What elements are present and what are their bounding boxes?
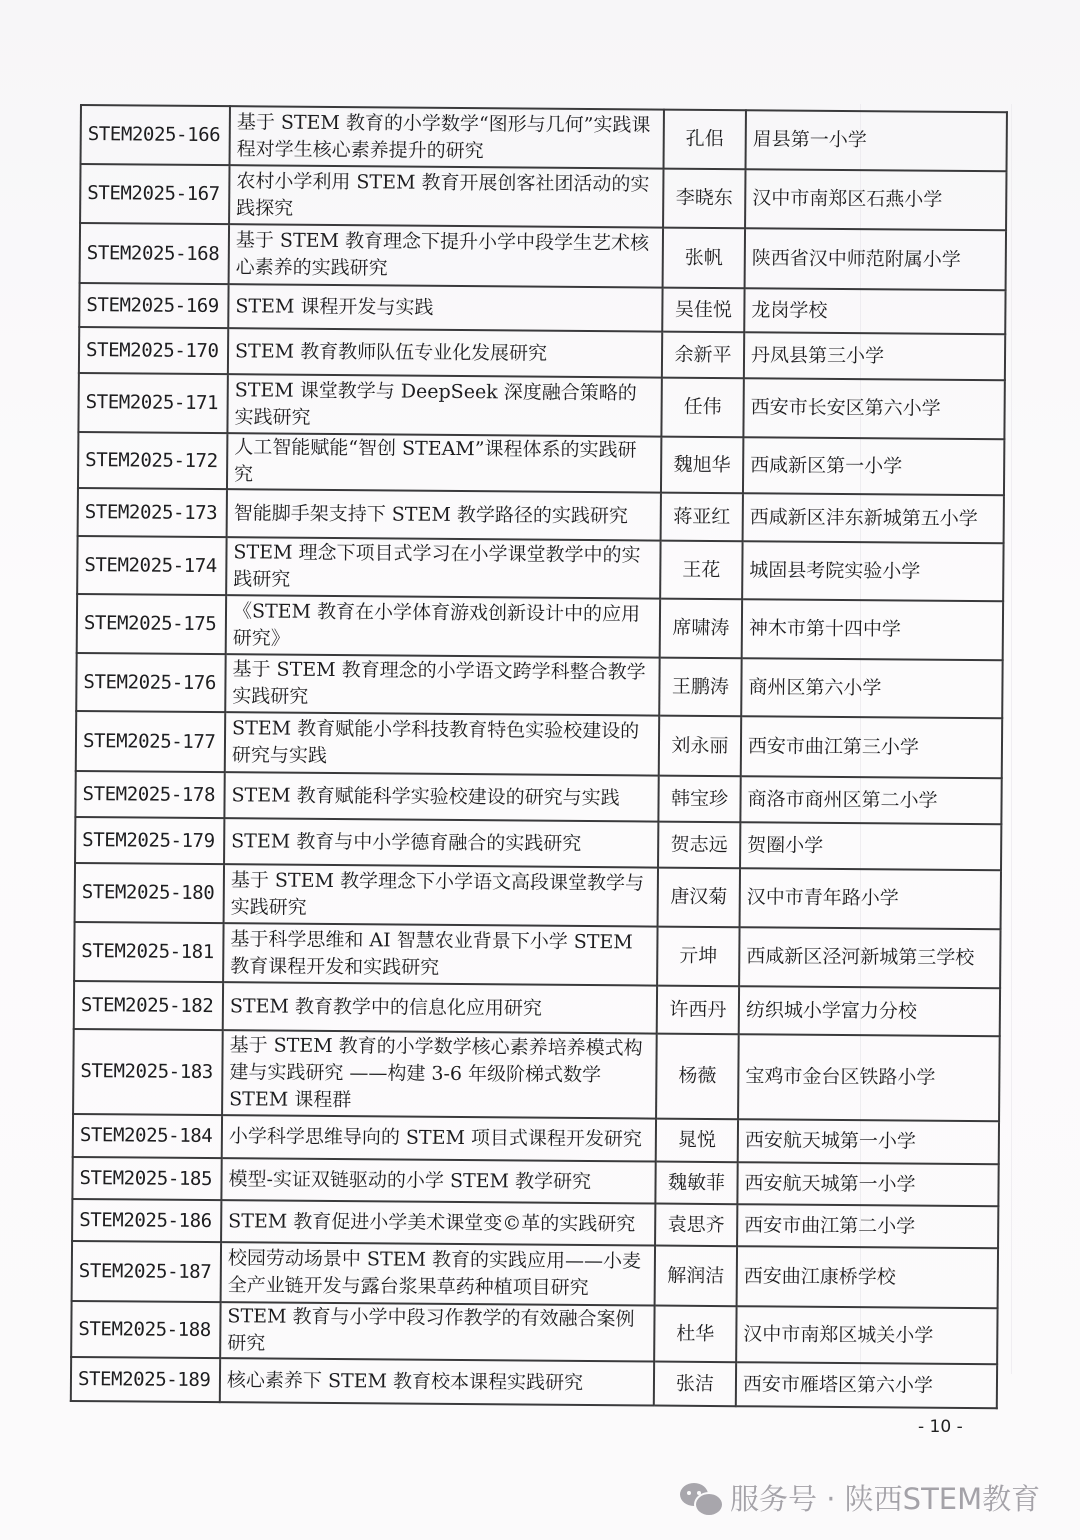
leader-name-cell: 杨薇 [656, 1034, 739, 1120]
leader-name-cell: 王花 [660, 541, 742, 600]
watermark [680, 1477, 1040, 1518]
project-id-cell: STEM2025-176 [76, 653, 225, 712]
project-title-cell: 基于 STEM 教学理念下小学语文高段课堂教学与实践研究 [224, 864, 658, 926]
project-title-cell: STEM 教育与小学中段习作教学的有效融合案例研究 [220, 1302, 654, 1361]
school-cell: 丹凤县第三小学 [744, 332, 1005, 380]
table-row [72, 1241, 998, 1308]
table-row [77, 594, 1003, 660]
school-cell: 汉中市南郑区城关小学 [736, 1306, 997, 1364]
watermark-text: 服务号 · 陕西STEM教育 [730, 1482, 1041, 1516]
leader-name-cell: 余新平 [662, 332, 744, 379]
school-cell: 贺圈小学 [740, 822, 1001, 870]
leader-name-cell: 魏旭华 [661, 437, 743, 494]
project-id-cell: STEM2025-179 [75, 817, 224, 864]
project-id-cell: STEM2025-189 [71, 1357, 220, 1402]
table-row [78, 373, 1004, 439]
project-id-cell: STEM2025-166 [81, 105, 230, 165]
project-title-cell: 基于 STEM 教育理念的小学语文跨学科整合教学实践研究 [225, 654, 659, 715]
school-cell: 商州区第六小学 [741, 658, 1002, 718]
table-row [74, 981, 1000, 1036]
project-id-cell: STEM2025-175 [77, 594, 226, 654]
leader-name-cell: 晁悦 [656, 1119, 738, 1163]
school-cell: 神木市第十四中学 [742, 599, 1003, 660]
table-row [81, 105, 1007, 171]
school-cell: 西安航天城第一小学 [737, 1162, 998, 1206]
table-row [74, 922, 1000, 988]
project-title-cell: 核心素养下 STEM 教育校本课程实践研究 [220, 1358, 654, 1405]
project-title-cell: STEM 课堂教学与 DeepSeek 深度融合策略的实践研究 [227, 374, 661, 436]
school-cell: 眉县第一小学 [746, 110, 1007, 171]
project-id-cell: STEM2025-167 [80, 164, 229, 224]
project-title-cell: STEM 理念下项目式学习在小学课堂教学中的实践研究 [226, 537, 660, 598]
project-id-cell: STEM2025-186 [72, 1199, 221, 1242]
leader-name-cell: 张洁 [654, 1362, 736, 1407]
table-row [76, 711, 1002, 778]
table-row [80, 164, 1006, 230]
table-row [71, 1357, 997, 1408]
leader-name-cell: 袁思齐 [655, 1204, 737, 1247]
project-id-cell: STEM2025-178 [75, 771, 224, 818]
project-title-cell: 基于 STEM 教育理念下提升小学中段学生艺术核心素养的实践研究 [229, 224, 663, 287]
table-row [72, 1157, 998, 1206]
leader-name-cell: 韩宝珍 [658, 776, 740, 823]
project-title-cell: STEM 教育教师队伍专业化发展研究 [228, 328, 662, 377]
leader-name-cell: 席啸涛 [660, 599, 742, 659]
school-cell: 西咸新区沣东新城第五小学 [743, 493, 1004, 543]
leader-name-cell: 贺志远 [658, 822, 740, 869]
table-row [78, 488, 1004, 543]
leader-name-cell: 刘永丽 [659, 716, 741, 777]
project-id-cell: STEM2025-177 [76, 711, 225, 772]
project-title-cell: 校园劳动场景中 STEM 教育的实践应用——小麦全产业链开发与露台浆果草药种植项目研究 [221, 1242, 655, 1305]
table-row [73, 1029, 1000, 1121]
project-id-cell: STEM2025-173 [78, 488, 227, 537]
leader-name-cell: 王鹏涛 [659, 658, 741, 717]
table-row [78, 432, 1004, 495]
wechat-icon [680, 1481, 722, 1515]
page-number: - 10 - [918, 1417, 963, 1437]
project-id-cell: STEM2025-187 [72, 1241, 221, 1302]
project-title-cell: STEM 教育教学中的信息化应用研究 [223, 982, 657, 1033]
project-title-cell: STEM 教育赋能科学实验校建设的研究与实践 [224, 772, 658, 821]
project-title-cell: STEM 教育赋能小学科技教育特色实验校建设的研究与实践 [225, 712, 659, 775]
project-title-cell: 《STEM 教育在小学体育游戏创新设计中的应用研究》 [226, 595, 660, 657]
school-cell: 西安市曲江第二小学 [737, 1204, 998, 1248]
project-id-cell: STEM2025-184 [73, 1114, 222, 1158]
project-id-cell: STEM2025-172 [78, 432, 227, 489]
school-cell: 陕西省汉中师范附属小学 [745, 228, 1006, 290]
project-id-cell: STEM2025-188 [71, 1301, 220, 1358]
leader-name-cell: 唐汉菊 [658, 868, 740, 928]
leader-name-cell: 张帆 [663, 228, 745, 289]
leader-name-cell: 孔佀 [664, 110, 746, 170]
project-table [70, 104, 1008, 1409]
leader-name-cell: 吴佳悦 [662, 288, 744, 333]
project-title-cell: 农村小学利用 STEM 教育开展创客社团活动的实践探究 [229, 165, 663, 227]
school-cell: 西咸新区泾河新城第三学校 [739, 927, 1000, 988]
table-row [80, 223, 1006, 290]
project-id-cell: STEM2025-169 [79, 283, 228, 328]
table-row [75, 817, 1001, 870]
school-cell: 龙岗学校 [744, 288, 1005, 334]
project-title-cell: STEM 教育与中小学德育融合的实践研究 [224, 818, 658, 867]
leader-name-cell: 蒋亚红 [661, 493, 743, 542]
leader-name-cell: 李晓东 [663, 169, 745, 229]
school-cell: 西安曲江康桥学校 [737, 1246, 998, 1308]
table-row [72, 1199, 998, 1248]
leader-name-cell: 任伟 [661, 378, 743, 438]
school-cell: 西安航天城第一小学 [738, 1119, 999, 1164]
project-id-cell: STEM2025-181 [74, 922, 223, 982]
leader-name-cell: 解润洁 [655, 1246, 737, 1307]
project-title-cell: 基于 STEM 教育的小学数学核心素养培养模式构建与实践研究 ——构建 3-6 年级阶梯式数学 STEM 课程群 [222, 1030, 657, 1118]
school-cell: 城固县考院实验小学 [742, 541, 1003, 601]
table-row [75, 771, 1001, 824]
project-title-cell: STEM 教育促进小学美术课堂变©革的实践研究 [221, 1200, 655, 1245]
table-row [75, 863, 1001, 929]
school-cell: 西安市雁塔区第六小学 [736, 1362, 997, 1408]
table-row [79, 283, 1005, 334]
project-title-cell: 小学科学思维导向的 STEM 项目式课程开发研究 [222, 1115, 656, 1161]
school-cell: 宝鸡市金台区铁路小学 [738, 1034, 1000, 1121]
school-cell: 汉中市青年路小学 [740, 868, 1001, 929]
table-row [73, 1114, 999, 1164]
project-title-cell: 基于 STEM 教育的小学数学“图形与几何”实践课程对学生核心素养提升的研究 [230, 106, 664, 168]
leader-name-cell: 魏敏菲 [655, 1162, 737, 1205]
project-title-cell: 模型-实证双链驱动的小学 STEM 教学研究 [221, 1158, 655, 1203]
table-row [79, 327, 1005, 380]
table-row [71, 1301, 997, 1364]
school-cell: 西安市长安区第六小学 [743, 378, 1004, 439]
project-title-cell: 基于科学思维和 AI 智慧农业背景下小学 STEM 教育课程开发和实践研究 [223, 923, 657, 985]
table-row [76, 653, 1002, 718]
project-title-cell: STEM 课程开发与实践 [228, 284, 662, 331]
school-cell: 西咸新区第一小学 [743, 437, 1004, 495]
school-cell: 西安市曲江第三小学 [741, 716, 1002, 778]
leader-name-cell: 亓坤 [657, 927, 739, 987]
leader-name-cell: 杜华 [654, 1306, 736, 1363]
project-table-body [71, 105, 1007, 1408]
project-id-cell: STEM2025-171 [78, 373, 227, 433]
table-row [77, 536, 1003, 601]
project-id-cell: STEM2025-180 [75, 863, 224, 923]
leader-name-cell: 许西丹 [657, 986, 739, 1035]
project-id-cell: STEM2025-168 [80, 223, 229, 284]
school-cell: 汉中市南郑区石燕小学 [745, 169, 1006, 230]
project-id-cell: STEM2025-170 [79, 327, 228, 374]
project-id-cell: STEM2025-185 [72, 1157, 221, 1200]
project-title-cell: 人工智能赋能“智创 STEAM”课程体系的实践研究 [227, 433, 661, 492]
school-cell: 商洛市商州区第二小学 [740, 776, 1001, 824]
project-id-cell: STEM2025-183 [73, 1029, 223, 1115]
school-cell: 纺织城小学富力分校 [739, 986, 1000, 1036]
project-id-cell: STEM2025-174 [77, 536, 226, 595]
project-id-cell: STEM2025-182 [74, 981, 223, 1030]
project-title-cell: 智能脚手架支持下 STEM 教学路径的实践研究 [227, 489, 661, 540]
